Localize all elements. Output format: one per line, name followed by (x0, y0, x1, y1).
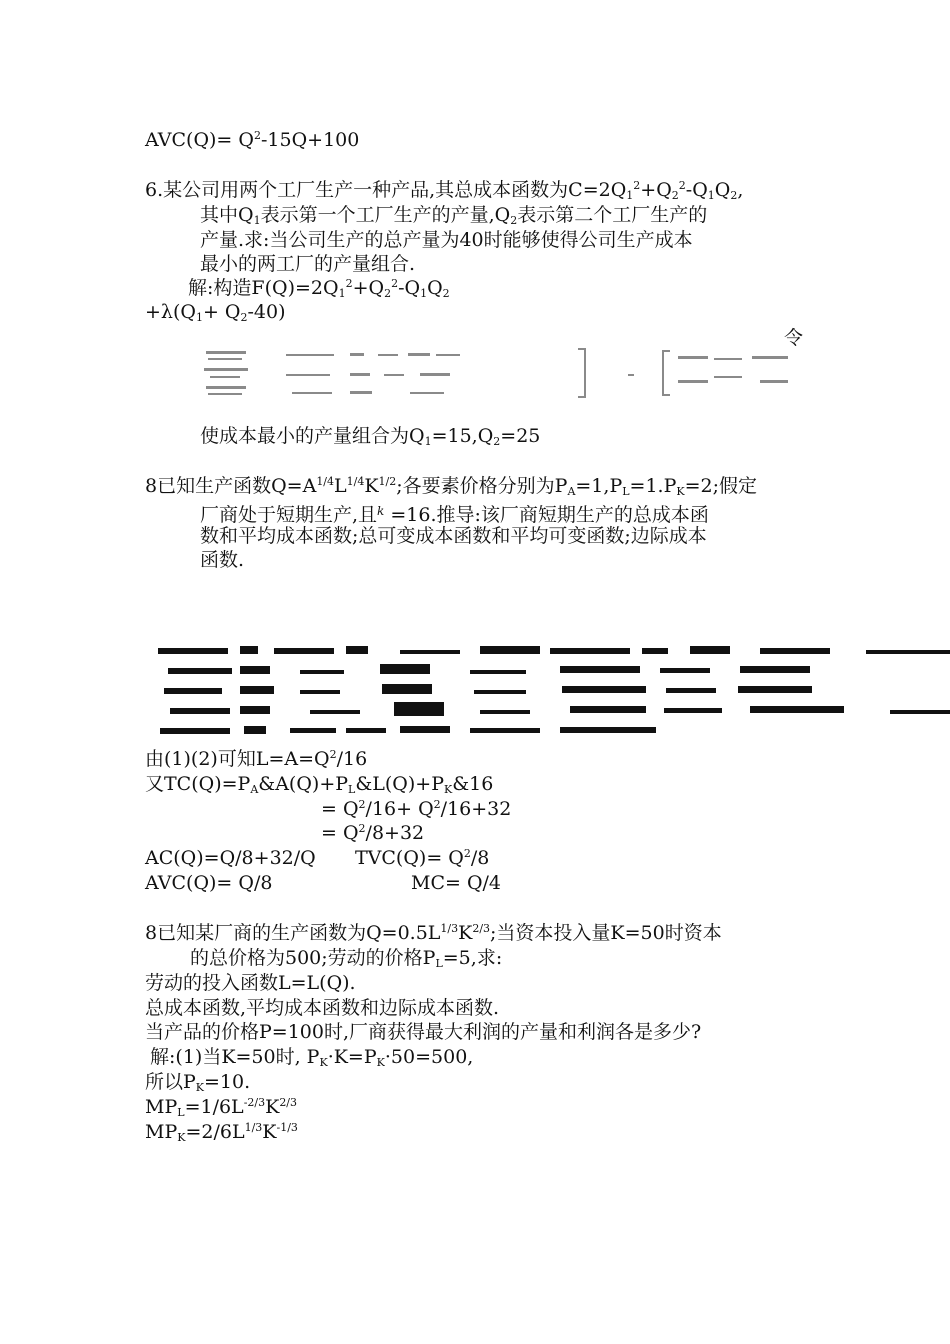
text-line: 令 (784, 327, 804, 349)
text-line: 函数. (200, 549, 245, 571)
solution-line: 解:(1)当K=50时, $P_K\cdot K=P_K\cdot 50=500$, (150, 1046, 474, 1069)
text-line: 所以$P_K=10$. (145, 1071, 251, 1094)
text-line: $MP_L=1/6L^{-2/3}K^{2/3}$ (145, 1096, 298, 1119)
question-8a: 8已知生产函数$Q=A^{1/4}L^{1/4}K^{1/2}$;各要素价格分别为$P_A=1,P_L=1.P_K=2$;假定 (145, 475, 758, 498)
text-line: 产量.求:当公司生产的总产量为40时能够使得公司生产成本 (200, 229, 693, 251)
text-line: = $Q^2/8+32$ (321, 822, 425, 844)
text-line: AC(Q)=Q/8+32/Q (145, 847, 316, 869)
text-line: $+\lambda(Q_1+ Q_2-40)$ (145, 301, 286, 324)
text-line: $MP_K=2/6L^{1/3}K^{-1/3}$ (145, 1121, 298, 1144)
garbled-equation-image (150, 640, 950, 740)
text-line: = $Q^2/16+ Q^2/16+32$ (321, 798, 512, 820)
text-line: 其中$Q_1$表示第一个工厂生产的产量$,Q_2$表示第二个工厂生产的 (200, 204, 708, 227)
solution-line: 解:构造$F(Q)=2Q_1^2+Q_2^2-Q_1Q_2$ (188, 277, 450, 300)
text-line: $AVC(Q)= Q^2-15Q+100$ (145, 129, 360, 151)
text-line: 厂商处于短期生产,且$^k$ =16.推导:该厂商短期生产的总成本函 (200, 504, 709, 526)
text-line: 又$TC(Q)=P_A\&A(Q)+P_L\&L(Q)+P_K\&16$ (145, 773, 494, 796)
text-line: $TVC(Q)= Q^2/8$ (355, 847, 490, 869)
question-6: 6.某公司用两个工厂生产一种产品,其总成本函数为$C=2Q_1^2+Q_2^2-Q_1Q_2$, (145, 179, 744, 202)
text-line: 劳动的投入函数L=L(Q). (145, 972, 356, 994)
question-8b: 8已知某厂商的生产函数为$Q=0.5L^{1/3}K^{2/3}$;当资本投入量K=50时资本 (145, 922, 722, 944)
result-line: 使成本最小的产量组合为$Q_1=15,Q_2=25$ (200, 425, 541, 448)
text-line: AVC(Q)= Q/8 (145, 872, 273, 894)
text-line: 总成本函数,平均成本函数和边际成本函数. (145, 997, 500, 1019)
text-line: 由(1)(2)可知$L=A=Q^2/16$ (145, 748, 368, 770)
text-line: 当产品的价格P=100时,厂商获得最大利润的产量和利润各是多少? (145, 1021, 702, 1043)
text-line: 数和平均成本函数;总可变成本函数和平均可变函数;边际成本 (200, 525, 707, 547)
text-line: MC= Q/4 (411, 872, 502, 894)
text-line: 最小的两工厂的产量组合. (200, 253, 416, 275)
garbled-equation-image (200, 346, 810, 404)
text-line: 的总价格为500;劳动的价格$P_L=5$,求: (190, 947, 503, 970)
